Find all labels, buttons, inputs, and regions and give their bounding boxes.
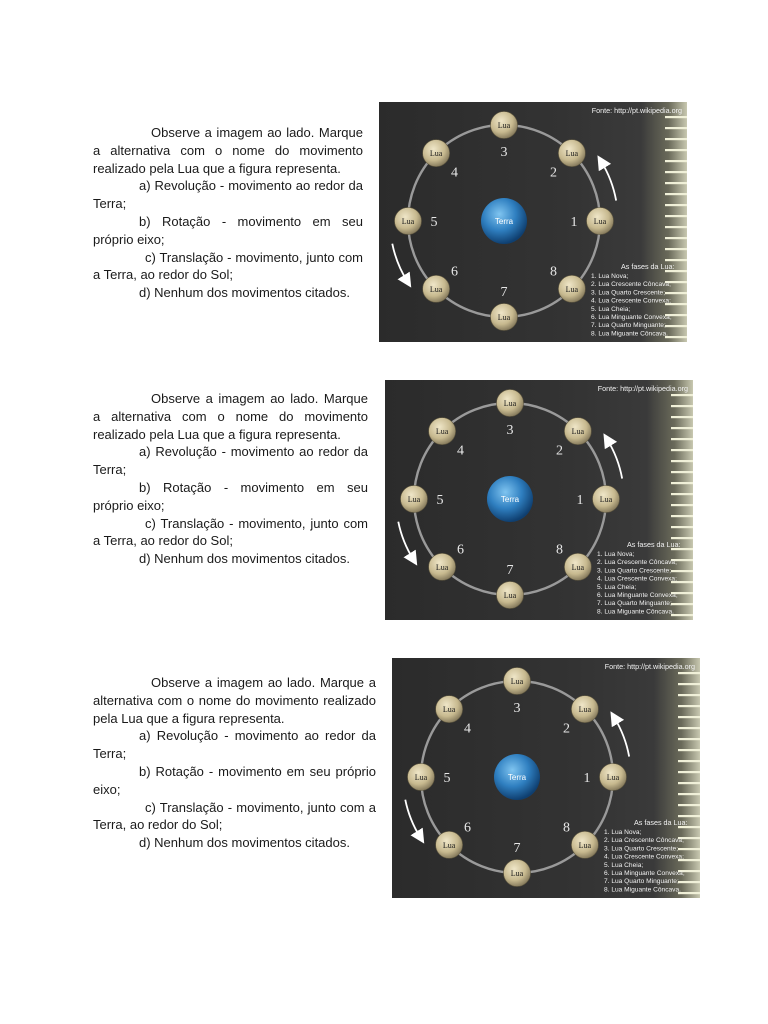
option-b: b) Rotação - movimento em seu próprio eixo;: [93, 479, 368, 513]
legend-item: 6. Lua Minguante Convexa;: [591, 314, 672, 321]
legend-item: 4. Lua Crescente Convexa;: [591, 297, 671, 305]
moon-phases-figure-2: [385, 380, 693, 620]
phases-legend: [597, 540, 681, 615]
moon-label: Lua: [497, 313, 511, 322]
moon-label: Lua: [599, 495, 613, 504]
orbit-arrow-upper: [607, 439, 622, 478]
legend-item: 3. Lua Quarto Crescente;: [604, 845, 679, 853]
earth-label: Terra: [500, 495, 520, 504]
moon-label: Lua: [407, 495, 421, 504]
phase-number-5: 5: [443, 771, 451, 786]
ruler-ticks: [665, 116, 687, 338]
phase-number-6: 6: [451, 264, 459, 280]
moon-phases-svg: [385, 380, 693, 620]
legend-item: 8. Lua Miguante Côncava.: [591, 330, 668, 338]
source-text: Fonte: http://pt.wikipedia.org: [604, 662, 695, 671]
option-a: a) Revolução - movimento ao redor da Terra;: [93, 444, 368, 478]
earth-label: Terra: [507, 773, 527, 782]
legend-item: 7. Lua Quarto Minguante;: [604, 878, 679, 886]
moon-label: Lua: [497, 121, 511, 130]
legend-item: 3. Lua Quarto Crescente;: [591, 289, 666, 297]
phase-number-5: 5: [430, 215, 438, 230]
moon-label: Lua: [401, 217, 415, 226]
moon-label: Lua: [578, 705, 592, 715]
moon-phases-svg: [392, 658, 700, 898]
moon-label: Lua: [503, 591, 517, 600]
moon-label: Lua: [565, 149, 579, 159]
ruler-ticks: [671, 394, 693, 616]
moon-label: Lua: [606, 773, 620, 782]
moon-label: Lua: [571, 562, 585, 572]
option-c: c) Translação - movimento, junto com a Terra, ao redor do Sol;: [93, 515, 368, 549]
moon-label: Lua: [429, 284, 443, 294]
phase-number-3: 3: [500, 145, 508, 160]
legend-item: 8. Lua Miguante Côncava.: [604, 886, 681, 894]
moon-label: Lua: [578, 840, 592, 850]
question-intro: Observe a imagem ao lado. Marque a alternativa com o nome do movimento realizado pela Lua que a figura representa.: [93, 391, 368, 442]
legend-item: 1. Lua Nova;: [604, 829, 642, 836]
option-d: d) Nenhum dos movimentos citados.: [139, 285, 350, 301]
phase-number-5: 5: [436, 493, 444, 508]
source-text: Fonte: http://pt.wikipedia.org: [597, 384, 688, 393]
phase-number-4: 4: [457, 443, 465, 459]
moon-phases-svg: [379, 102, 687, 342]
phase-number-3: 3: [506, 423, 514, 438]
phase-number-7: 7: [500, 285, 508, 300]
moon-phases-figure-1: [379, 102, 687, 342]
orbit-arrow-lower: [398, 522, 413, 560]
moon-label: Lua: [442, 840, 456, 850]
legend-item: 5. Lua Cheia;: [591, 305, 631, 313]
question-intro: Observe a imagem ao lado. Marque a alternativa com o nome do movimento realizado pela Lua que a figura representa.: [93, 125, 363, 176]
phase-number-1: 1: [570, 215, 578, 230]
legend-title: As fases da Lua:: [627, 540, 681, 549]
phase-number-8: 8: [562, 820, 570, 836]
moon-label: Lua: [593, 217, 607, 226]
phases-legend: [604, 818, 688, 893]
orbit-arrow-upper: [601, 161, 616, 200]
legend-item: 1. Lua Nova;: [591, 273, 629, 280]
option-c: c) Translação - movimento, junto com a Terra, ao redor do Sol;: [93, 799, 376, 833]
phase-number-1: 1: [576, 493, 584, 508]
legend-item: 8. Lua Miguante Côncava.: [597, 608, 674, 616]
legend-title: As fases da Lua:: [621, 262, 675, 271]
legend-item: 7. Lua Quarto Minguante;: [597, 600, 672, 608]
legend-item: 6. Lua Minguante Convexa;: [597, 592, 678, 599]
moon-phases-figure-3: [392, 658, 700, 898]
moon-label: Lua: [510, 869, 524, 878]
moon-label: Lua: [503, 399, 517, 408]
phase-number-1: 1: [583, 771, 591, 786]
phase-number-8: 8: [549, 264, 557, 280]
legend-item: 5. Lua Cheia;: [604, 861, 644, 869]
legend-item: 7. Lua Quarto Minguante;: [591, 322, 666, 330]
phases-legend: [591, 262, 675, 337]
phase-number-7: 7: [506, 563, 514, 578]
source-text: Fonte: http://pt.wikipedia.org: [591, 106, 682, 115]
option-d: d) Nenhum dos movimentos citados.: [139, 551, 350, 567]
question-text-3: [93, 674, 376, 852]
legend-item: 2. Lua Crescente Côncava;: [591, 281, 671, 289]
phase-number-4: 4: [464, 721, 472, 737]
moon-label: Lua: [510, 677, 524, 686]
option-a: a) Revolução - movimento ao redor da Terra;: [93, 728, 376, 762]
moon-label: Lua: [565, 284, 579, 294]
legend-item: 2. Lua Crescente Côncava;: [597, 559, 677, 567]
moon-label: Lua: [435, 562, 449, 572]
phase-number-6: 6: [464, 820, 472, 836]
moon-label: Lua: [435, 427, 449, 437]
phase-number-4: 4: [451, 165, 459, 181]
legend-item: 4. Lua Crescente Convexa;: [597, 575, 677, 583]
option-b: b) Rotação - movimento em seu próprio eixo;: [93, 213, 363, 247]
legend-item: 4. Lua Crescente Convexa;: [604, 853, 684, 861]
legend-item: 6. Lua Minguante Convexa;: [604, 870, 685, 877]
question-text-1: [93, 124, 363, 302]
option-d: d) Nenhum dos movimentos citados.: [139, 835, 350, 851]
legend-item: 1. Lua Nova;: [597, 551, 635, 558]
legend-title: As fases da Lua:: [634, 818, 688, 827]
moon-label: Lua: [442, 705, 456, 715]
option-a: a) Revolução - movimento ao redor da Terra;: [93, 178, 363, 212]
orbit-arrow-lower: [392, 244, 407, 282]
question-intro: Observe a imagem ao lado. Marque a alternativa com o nome do movimento realizado pela Lua que a figura representa.: [93, 675, 376, 726]
orbit-arrow-upper: [614, 717, 629, 756]
earth-label: Terra: [494, 217, 514, 226]
question-text-2: [93, 390, 368, 568]
moon-label: Lua: [414, 773, 428, 782]
phase-number-2: 2: [562, 721, 570, 737]
phase-number-8: 8: [555, 542, 563, 558]
option-c: c) Translação - movimento, junto com a Terra, ao redor do Sol;: [93, 249, 363, 283]
phase-number-7: 7: [513, 841, 521, 856]
phase-number-2: 2: [549, 165, 557, 181]
phase-number-6: 6: [457, 542, 465, 558]
moon-label: Lua: [429, 149, 443, 159]
option-b: b) Rotação - movimento em seu próprio eixo;: [93, 763, 376, 797]
legend-item: 2. Lua Crescente Côncava;: [604, 837, 684, 845]
ruler-ticks: [678, 672, 700, 894]
legend-item: 5. Lua Cheia;: [597, 583, 637, 591]
orbit-arrow-lower: [405, 800, 420, 838]
phase-number-3: 3: [513, 701, 521, 716]
phase-number-2: 2: [555, 443, 563, 459]
legend-item: 3. Lua Quarto Crescente;: [597, 567, 672, 575]
moon-label: Lua: [571, 427, 585, 437]
